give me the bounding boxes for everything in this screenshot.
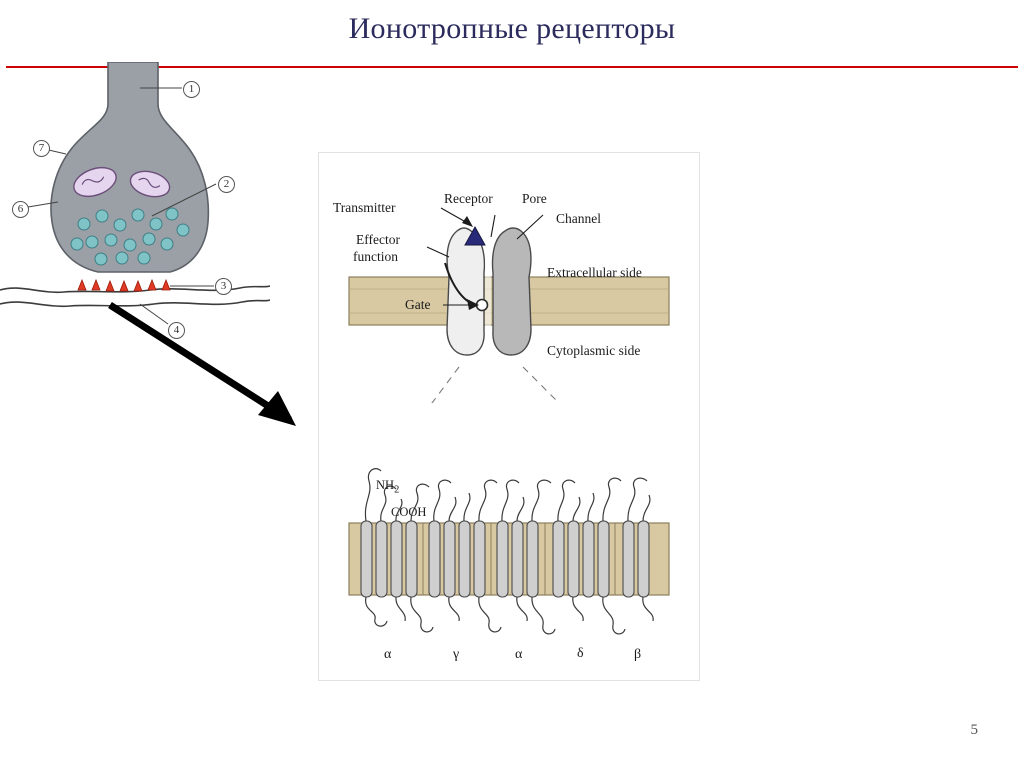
label-effector-function-line2: function	[353, 249, 398, 264]
slide-number: 5	[970, 722, 978, 738]
label-cooh: COOH	[391, 505, 427, 519]
page-title: Ионотропные рецепторы	[348, 12, 676, 45]
label-receptor: Receptor	[444, 191, 493, 206]
label-gate: Gate	[405, 297, 431, 312]
label-nh2	[376, 478, 399, 496]
label-effector-function-line1: Effector	[356, 232, 400, 247]
callout-6: 6	[12, 201, 29, 218]
subunit-label-alpha-1: α	[384, 647, 392, 662]
callout-7: 7	[33, 140, 50, 157]
pointer-arrow	[100, 295, 330, 445]
label-nh2-sub: 2	[394, 484, 400, 496]
ionotropic-receptor-figure	[318, 152, 700, 681]
subunit-label-delta: δ	[577, 646, 584, 661]
channel-schematic	[319, 153, 699, 403]
label-nh2-text: NH	[376, 478, 395, 492]
callout-3: 3	[215, 278, 232, 295]
callout-4: 4	[168, 322, 185, 339]
label-channel: Channel	[556, 211, 601, 226]
callout-1: 1	[183, 81, 200, 98]
subunit-label-beta: β	[634, 647, 642, 662]
subunit-label-alpha-2: α	[515, 647, 523, 662]
label-pore: Pore	[522, 191, 547, 206]
label-extracellular-side: Extracellular side	[547, 265, 642, 280]
callout-2: 2	[218, 176, 235, 193]
subunit-label-gamma: γ	[453, 647, 460, 662]
label-transmitter: Transmitter	[333, 200, 396, 215]
label-cytoplasmic-side: Cytoplasmic side	[547, 343, 641, 358]
